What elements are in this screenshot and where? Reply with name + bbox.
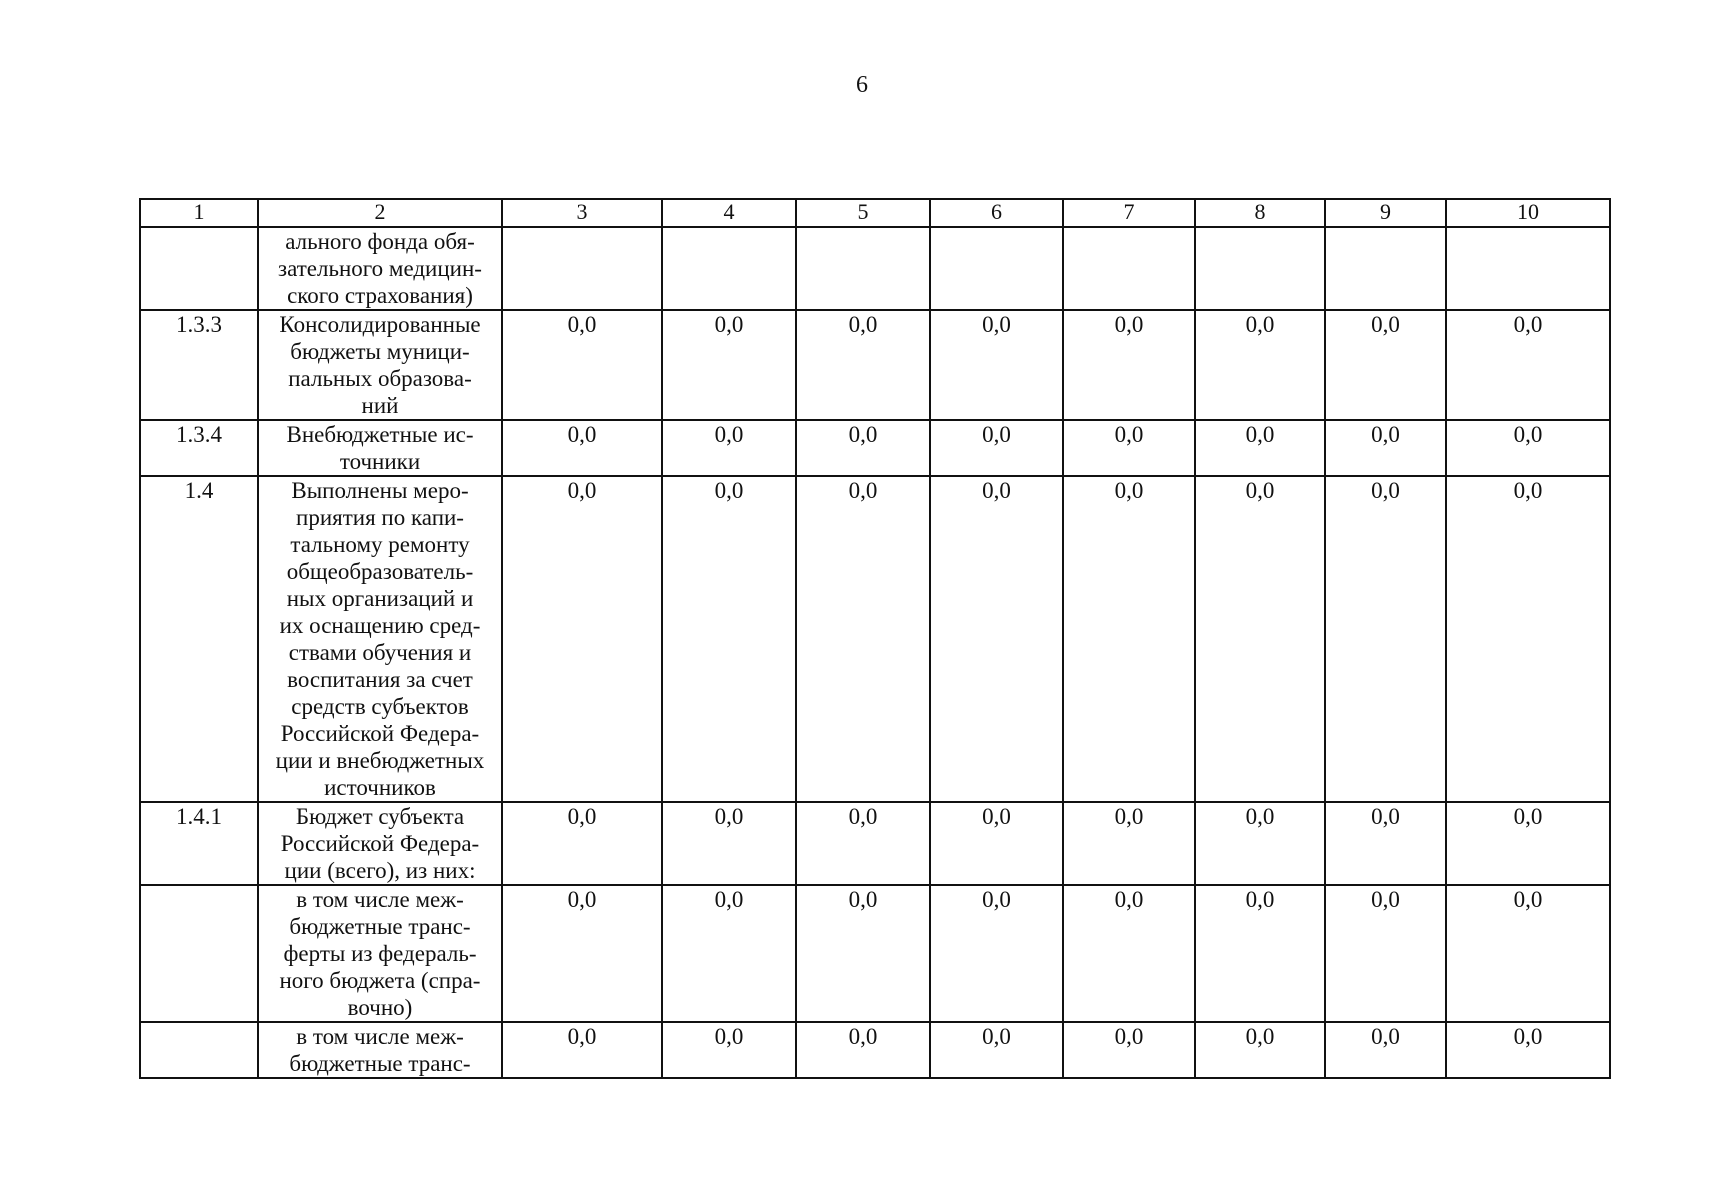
- row-description: [258, 885, 502, 1022]
- value-cell: 0,0: [502, 802, 662, 885]
- column-header: 8: [1195, 199, 1325, 227]
- value-cell: 0,0: [662, 420, 796, 476]
- value-cell: 0,0: [1195, 476, 1325, 802]
- value-cell: 0,0: [502, 885, 662, 1022]
- table-row: [140, 310, 1610, 420]
- description-line: ного бюджета (спра-: [279, 968, 481, 993]
- value-cell: 0,0: [1325, 885, 1446, 1022]
- column-header: 5: [796, 199, 930, 227]
- description-line: в том числе меж-: [296, 1024, 464, 1049]
- table-row: [140, 227, 1610, 310]
- value-cell: 0,0: [796, 310, 930, 420]
- value-cell: 0,0: [662, 476, 796, 802]
- value-cell: 0,0: [502, 476, 662, 802]
- row-number: [140, 1022, 258, 1078]
- value-cell: 0,0: [1325, 476, 1446, 802]
- value-cell: [662, 227, 796, 310]
- description-line: пальных образова-: [288, 366, 472, 391]
- description-line: бюджеты муници-: [290, 339, 470, 364]
- row-number: [140, 227, 258, 310]
- description-line: Российской Федера-: [280, 831, 480, 856]
- row-description: [258, 310, 502, 420]
- value-cell: 0,0: [662, 802, 796, 885]
- value-cell: 0,0: [1063, 420, 1195, 476]
- value-cell: 0,0: [1063, 885, 1195, 1022]
- value-cell: 0,0: [930, 420, 1063, 476]
- description-line: бюджетные транс-: [289, 1051, 471, 1076]
- row-number: 1.3.4: [140, 420, 258, 476]
- column-header: 2: [258, 199, 502, 227]
- value-cell: 0,0: [930, 476, 1063, 802]
- description-line: ции и внебюджетных: [275, 748, 485, 773]
- value-cell: 0,0: [1195, 802, 1325, 885]
- value-cell: 0,0: [1063, 310, 1195, 420]
- value-cell: 0,0: [1325, 802, 1446, 885]
- description-line: точники: [339, 449, 421, 474]
- description-line: ных организаций и: [286, 586, 474, 611]
- row-number: [140, 885, 258, 1022]
- value-cell: 0,0: [662, 310, 796, 420]
- value-cell: 0,0: [930, 885, 1063, 1022]
- row-description: [258, 1022, 502, 1078]
- column-header: 9: [1325, 199, 1446, 227]
- value-cell: 0,0: [662, 1022, 796, 1078]
- value-cell: 0,0: [1446, 1022, 1610, 1078]
- value-cell: 0,0: [930, 1022, 1063, 1078]
- column-header: 1: [140, 199, 258, 227]
- description-line: тальному ремонту: [290, 532, 470, 557]
- value-cell: 0,0: [1063, 802, 1195, 885]
- value-cell: 0,0: [1195, 310, 1325, 420]
- row-description: [258, 227, 502, 310]
- value-cell: 0,0: [1063, 476, 1195, 802]
- value-cell: 0,0: [1446, 885, 1610, 1022]
- value-cell: 0,0: [1446, 802, 1610, 885]
- page-number: 6: [856, 72, 868, 98]
- value-cell: 0,0: [796, 802, 930, 885]
- budget-table: [139, 198, 1611, 1079]
- column-header: 3: [502, 199, 662, 227]
- value-cell: 0,0: [1325, 420, 1446, 476]
- row-number: 1.4: [140, 476, 258, 802]
- value-cell: [1063, 227, 1195, 310]
- description-line: их оснащению сред-: [279, 613, 481, 638]
- value-cell: [930, 227, 1063, 310]
- description-line: общеобразователь-: [286, 559, 474, 584]
- table-row: [140, 885, 1610, 1022]
- description-line: воспитания за счет: [287, 667, 473, 692]
- row-number: 1.3.3: [140, 310, 258, 420]
- description-line: ции (всего), из них:: [284, 858, 476, 883]
- description-line: Российской Федера-: [280, 721, 480, 746]
- value-cell: 0,0: [502, 310, 662, 420]
- value-cell: [1195, 227, 1325, 310]
- value-cell: 0,0: [1325, 1022, 1446, 1078]
- description-line: ствами обучения и: [288, 640, 472, 665]
- description-line: зательного медицин-: [278, 256, 482, 281]
- value-cell: [1446, 227, 1610, 310]
- table-row: [140, 420, 1610, 476]
- value-cell: 0,0: [1446, 476, 1610, 802]
- column-header: 7: [1063, 199, 1195, 227]
- value-cell: 0,0: [1063, 1022, 1195, 1078]
- value-cell: 0,0: [1195, 885, 1325, 1022]
- value-cell: 0,0: [1195, 1022, 1325, 1078]
- row-description: [258, 476, 502, 802]
- column-header: 4: [662, 199, 796, 227]
- description-line: бюджетные транс-: [289, 914, 471, 939]
- value-cell: 0,0: [796, 1022, 930, 1078]
- description-line: Консолидированные: [279, 312, 481, 337]
- value-cell: 0,0: [1446, 310, 1610, 420]
- column-header: 6: [930, 199, 1063, 227]
- description-line: в том числе меж-: [296, 887, 464, 912]
- description-line: ального фонда обя-: [285, 229, 475, 254]
- value-cell: [502, 227, 662, 310]
- row-description: [258, 802, 502, 885]
- column-header: 10: [1446, 199, 1610, 227]
- description-line: Бюджет субъекта: [295, 804, 465, 829]
- value-cell: 0,0: [502, 420, 662, 476]
- value-cell: 0,0: [1325, 310, 1446, 420]
- value-cell: [1325, 227, 1446, 310]
- description-line: источников: [324, 775, 436, 800]
- table-row: [140, 802, 1610, 885]
- value-cell: 0,0: [930, 310, 1063, 420]
- row-description: [258, 420, 502, 476]
- table-row: [140, 1022, 1610, 1078]
- description-line: ферты из федераль-: [283, 941, 477, 966]
- description-line: Выполнены меро-: [291, 478, 469, 503]
- value-cell: 0,0: [1195, 420, 1325, 476]
- value-cell: 0,0: [1446, 420, 1610, 476]
- value-cell: 0,0: [796, 420, 930, 476]
- value-cell: 0,0: [796, 885, 930, 1022]
- value-cell: 0,0: [796, 476, 930, 802]
- value-cell: [796, 227, 930, 310]
- header-row: [140, 199, 1610, 227]
- description-line: средств субъектов: [291, 694, 469, 719]
- value-cell: 0,0: [502, 1022, 662, 1078]
- description-line: ского страхования): [287, 283, 473, 308]
- table-row: [140, 476, 1610, 802]
- description-line: ний: [361, 393, 399, 418]
- description-line: Внебюджетные ис-: [286, 422, 474, 447]
- value-cell: 0,0: [662, 885, 796, 1022]
- row-number: 1.4.1: [140, 802, 258, 885]
- description-line: вочно): [347, 995, 413, 1020]
- value-cell: 0,0: [930, 802, 1063, 885]
- description-line: приятия по капи-: [296, 505, 464, 530]
